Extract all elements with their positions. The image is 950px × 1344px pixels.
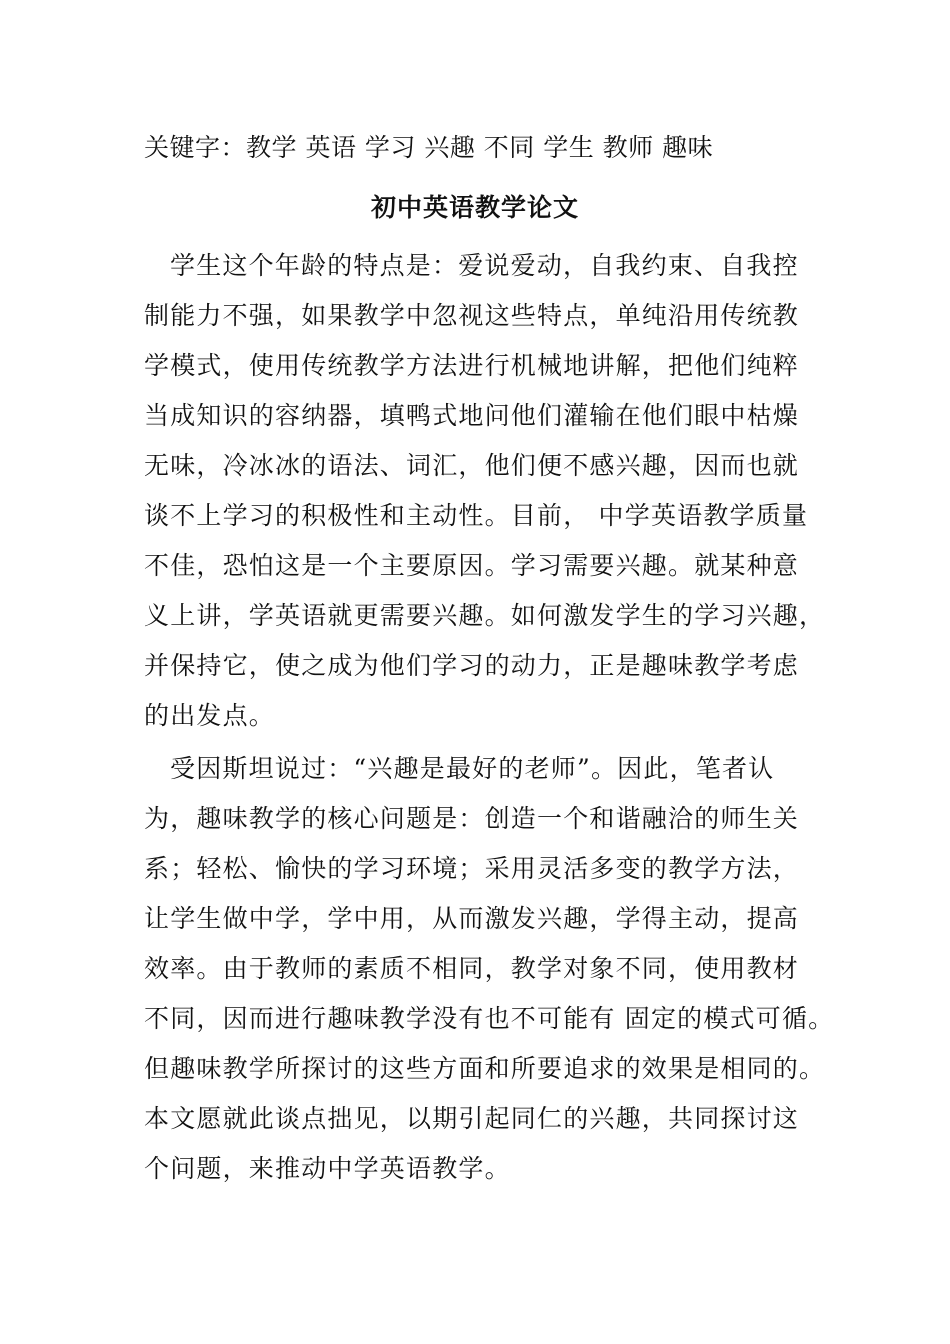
paragraph-line: 的出发点。 (144, 701, 276, 730)
paragraph-line: 本文愿就此谈点拙见，以期引起同仁的兴趣，共同探讨这 (144, 1104, 800, 1133)
paragraph-line: 让学生做中学，学中用，从而激发兴趣，学得主动，提高 (144, 904, 800, 933)
keywords-line: 关键字：教学 英语 学习 兴趣 不同 学生 教师 趣味 (144, 133, 714, 162)
paragraph-line: 系；轻松、愉快的学习环境；采用灵活多变的教学方法， (144, 854, 800, 883)
paragraph-line: 为，趣味教学的核心问题是：创造一个和谐融洽的师生关 (144, 804, 800, 833)
paragraph-line: 当成知识的容纳器，填鸭式地问他们灌输在他们眼中枯燥 (144, 401, 800, 430)
document-title: 初中英语教学论文 (370, 193, 579, 222)
paragraph-line: 个问题，来推动中学英语教学。 (144, 1154, 511, 1183)
paragraph-1 (144, 241, 824, 741)
paragraph-line: 义上讲，学英语就更需要兴趣。如何激发学生的学习兴趣， (144, 601, 826, 630)
paragraph-line: 不佳，恐怕这是一个主要原因。学习需要兴趣。就某种意 (144, 551, 800, 580)
paragraph-line: 学生这个年龄的特点是：爱说爱动，自我约束、自我控 (170, 251, 799, 280)
paragraph-line: 无味，冷冰冰的语法、词汇，他们便不感兴趣，因而也就 (144, 451, 800, 480)
paragraph-line: 受因斯坦说过：“兴趣是最好的老师”。因此，笔者认 (170, 754, 775, 783)
paragraph-line: 制能力不强，如果教学中忽视这些特点，单纯沿用传统教 (144, 301, 800, 330)
paragraph-line: 效率。由于教师的素质不相同，教学对象不同，使用教材 (144, 954, 800, 983)
paragraph-line: 并保持它，使之成为他们学习的动力，正是趣味教学考虑 (144, 651, 800, 680)
paragraph-line: 谈不上学习的积极性和主动性。目前， 中学英语教学质量 (144, 501, 809, 530)
paragraph-line: 不同，因而进行趣味教学没有也不可能有 固定的模式可循。 (144, 1004, 835, 1033)
paragraph-line: 但趣味教学所探讨的这些方面和所要追求的效果是相同的。 (144, 1054, 826, 1083)
paragraph-line: 学模式，使用传统教学方法进行机械地讲解，把他们纯粹 (144, 351, 800, 380)
paragraph-2 (144, 744, 835, 1194)
